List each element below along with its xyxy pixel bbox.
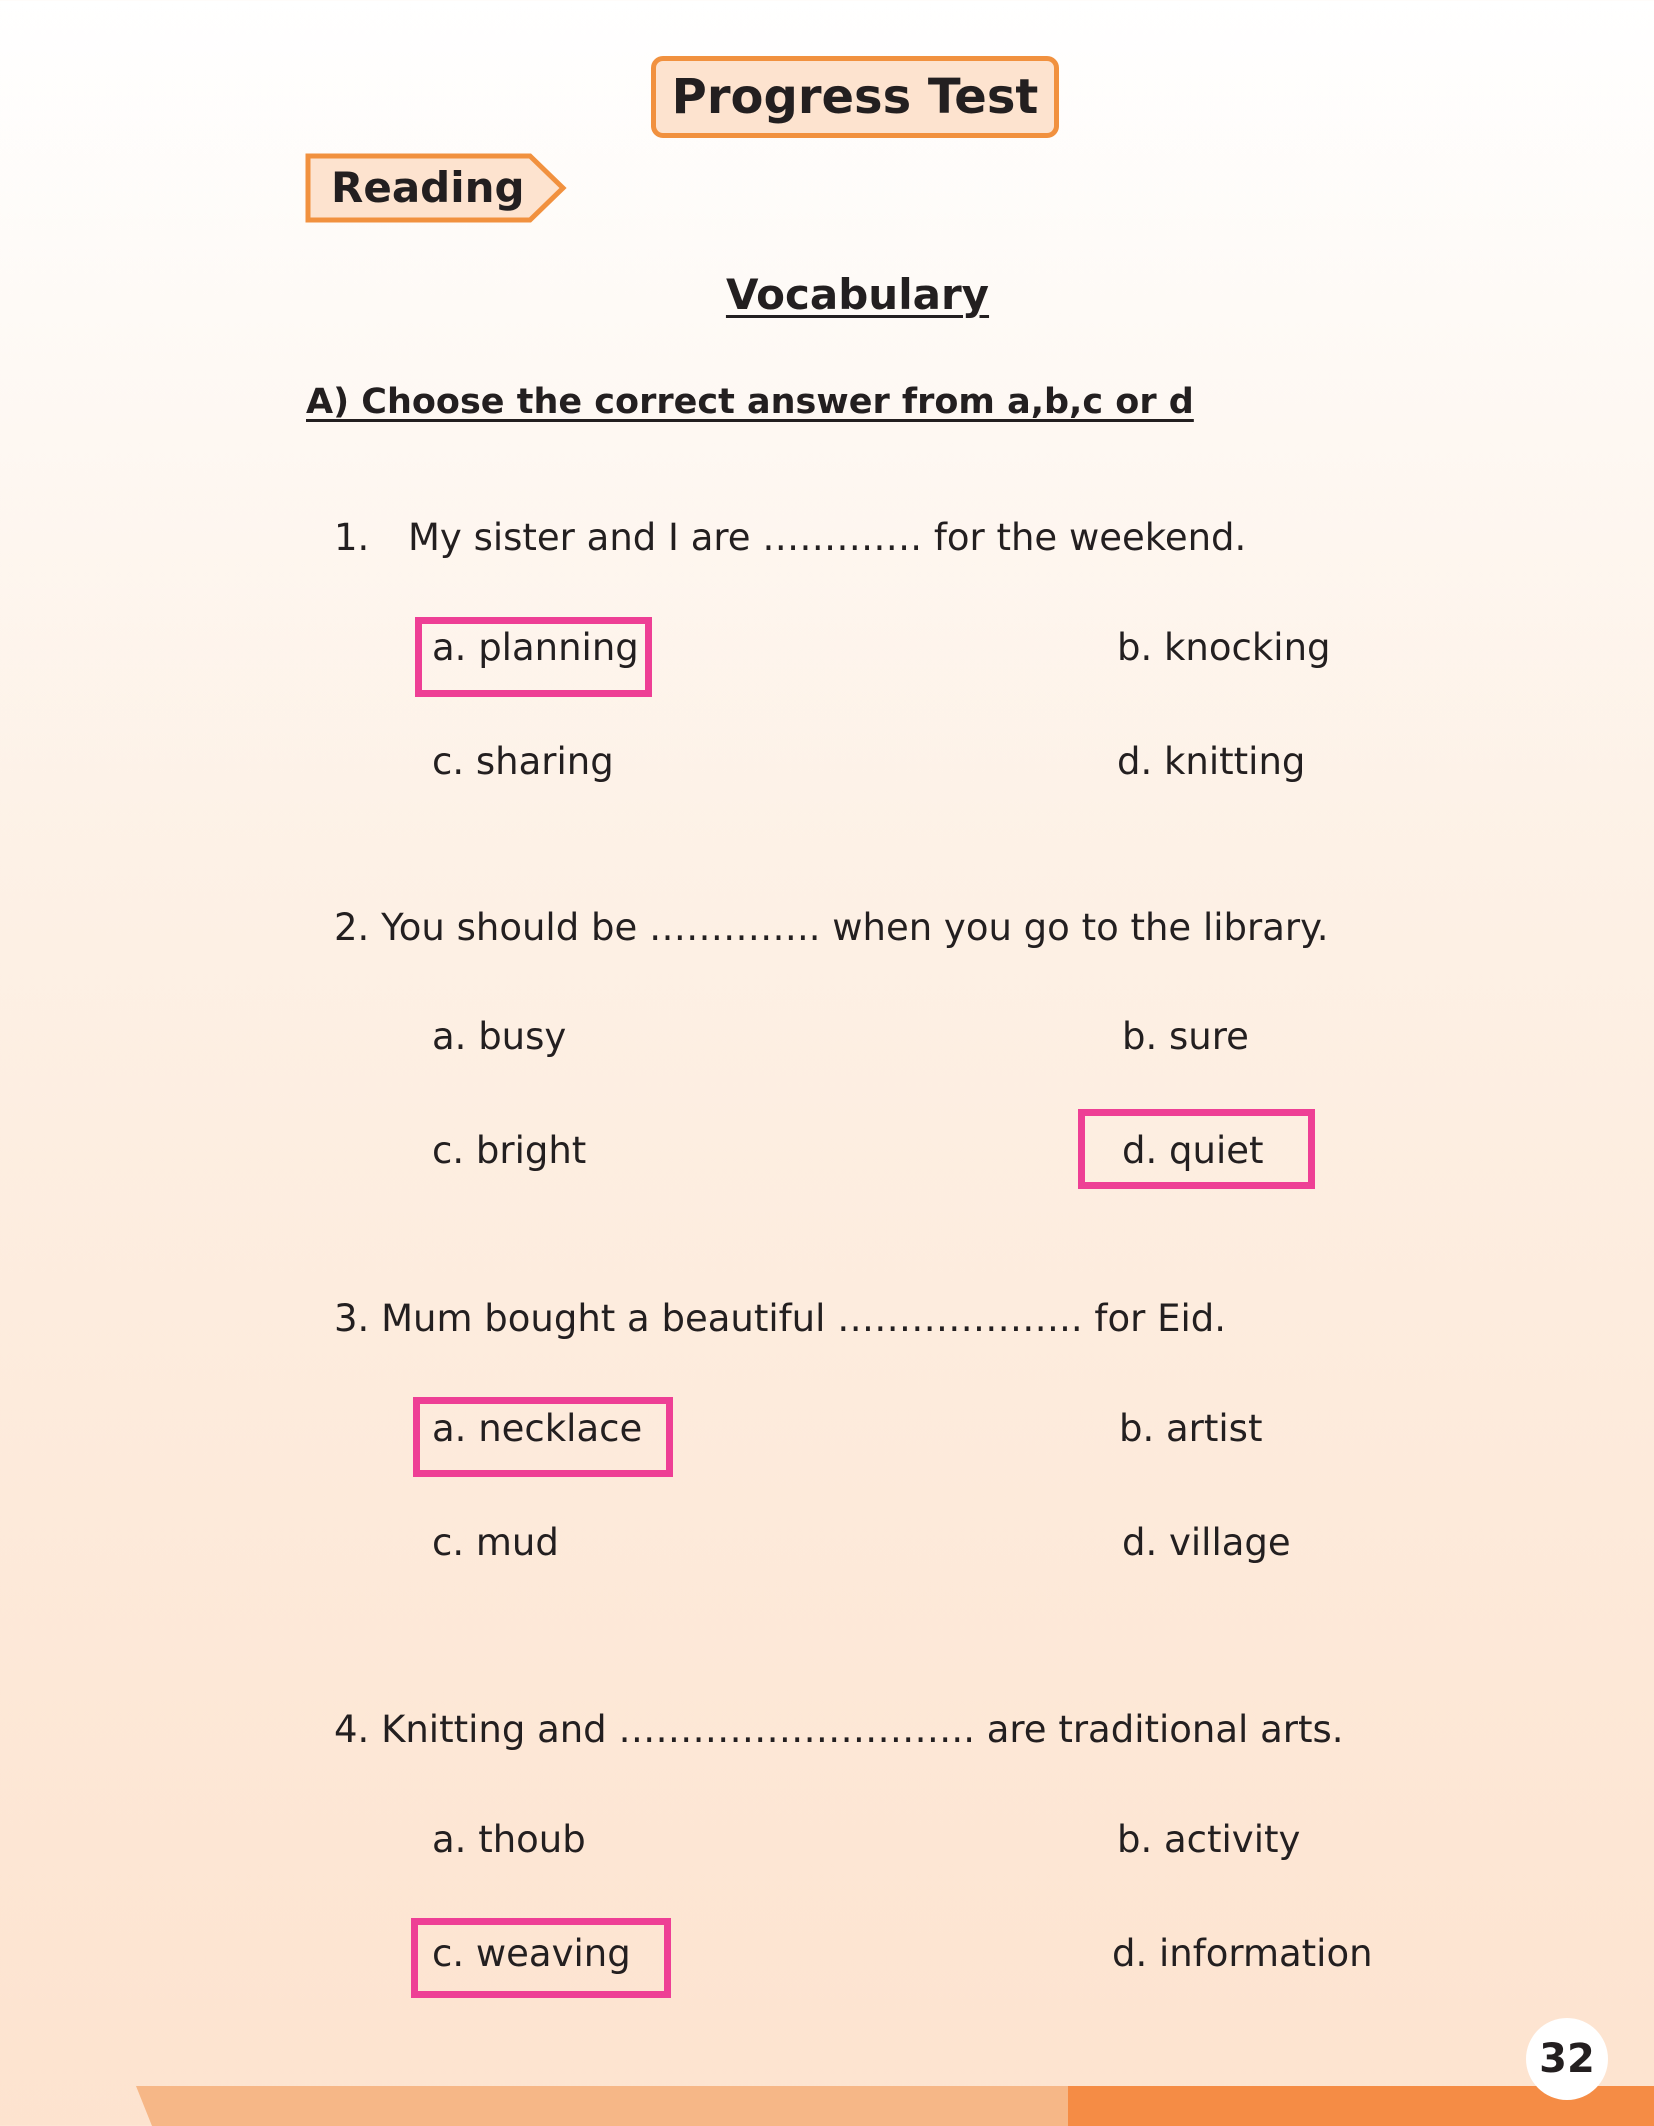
page-title: Progress Test xyxy=(651,56,1059,138)
q2-option-a[interactable]: a. busy xyxy=(432,1015,567,1058)
question-1 xyxy=(334,516,1246,559)
q4-option-a[interactable]: a. thoub xyxy=(432,1818,586,1861)
q1-option-b[interactable]: b. knocking xyxy=(1117,626,1331,669)
q2-option-d[interactable]: d. quiet xyxy=(1122,1129,1264,1172)
question-2 xyxy=(334,906,1328,949)
q4-option-c[interactable]: c. weaving xyxy=(432,1932,631,1975)
q2-option-b[interactable]: b. sure xyxy=(1122,1015,1249,1058)
question-number: 3. xyxy=(334,1297,370,1340)
q3-option-b[interactable]: b. artist xyxy=(1119,1407,1263,1450)
question-4 xyxy=(334,1708,1344,1751)
q1-option-d[interactable]: d. knitting xyxy=(1117,740,1306,783)
question-text: My sister and I are …………. for the weekend. xyxy=(408,516,1247,559)
reading-tag-label: Reading xyxy=(331,163,525,212)
q1-option-c[interactable]: c. sharing xyxy=(432,740,614,783)
question-text: You should be ………….. when you go to the library. xyxy=(381,906,1329,949)
section-heading: Vocabulary xyxy=(725,270,990,319)
q3-option-a[interactable]: a. necklace xyxy=(432,1407,643,1450)
q3-option-c[interactable]: c. mud xyxy=(432,1521,559,1564)
reading-section-tag xyxy=(305,153,567,223)
q4-option-d[interactable]: d. information xyxy=(1112,1932,1373,1975)
q1-option-a[interactable]: a. planning xyxy=(432,626,639,669)
question-number: 4. xyxy=(334,1708,370,1751)
question-number: 1. xyxy=(334,516,370,559)
q4-option-b[interactable]: b. activity xyxy=(1117,1818,1301,1861)
q2-option-c[interactable]: c. bright xyxy=(432,1129,587,1172)
question-text: Mum bought a beautiful ……………….. for Eid. xyxy=(381,1297,1226,1340)
instruction-text: A) Choose the correct answer from a,b,c or d xyxy=(306,382,1194,422)
footer-band xyxy=(0,2086,1654,2126)
question-text: Knitting and ……………………….. are traditional arts. xyxy=(381,1708,1344,1751)
question-number: 2. xyxy=(334,906,370,949)
page-number: 32 xyxy=(1526,2018,1608,2100)
q3-option-d[interactable]: d. village xyxy=(1122,1521,1291,1564)
question-3 xyxy=(334,1297,1226,1340)
